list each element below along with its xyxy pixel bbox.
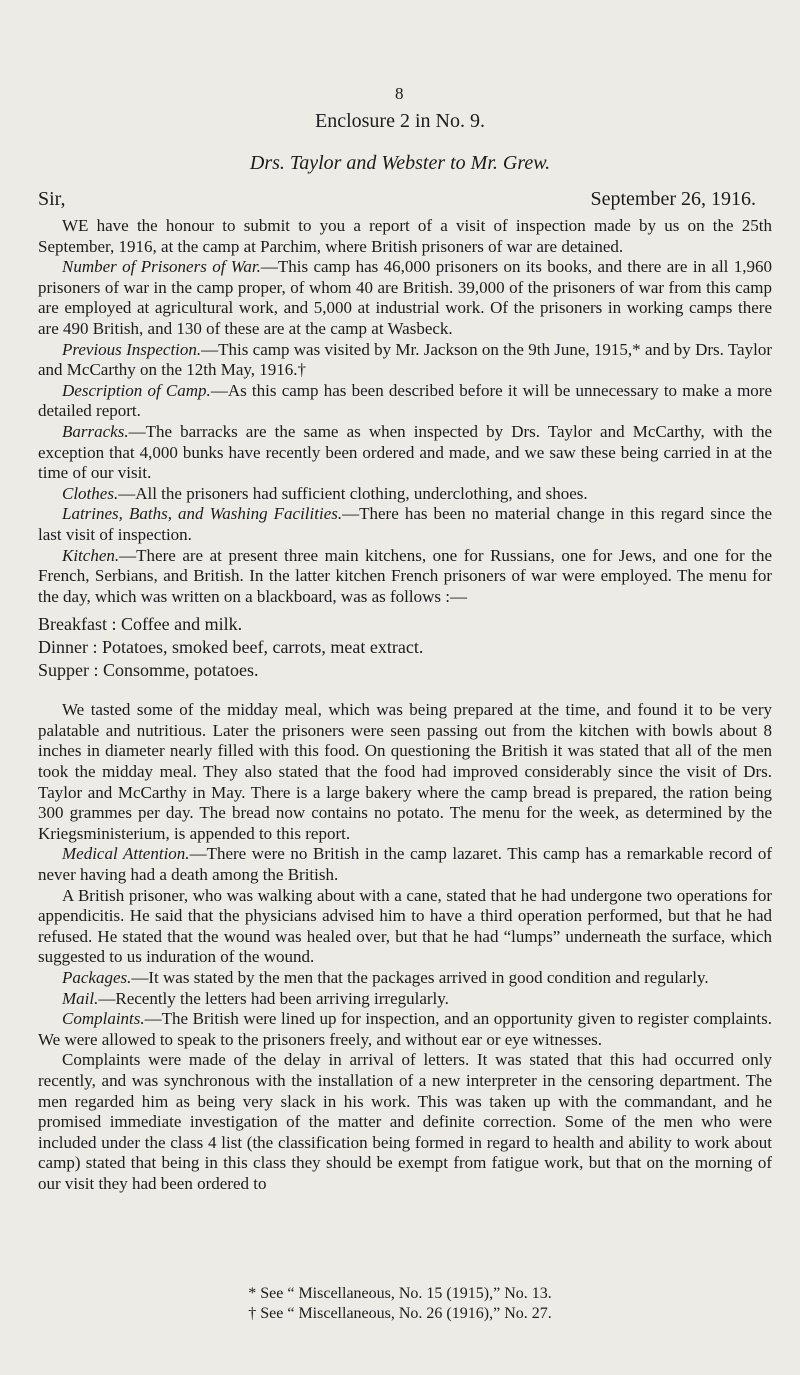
salutation: Sir, <box>38 188 66 210</box>
paragraph: Medical Attention.—There were no British in the camp lazaret. This camp has a remarkable record of never having had a death among the British. <box>38 844 772 885</box>
paragraph: Complaints were made of the delay in arrival of letters. It was stated that this had occurred only recently, and was synchronous with the installation of a new interpreter in the censoring department. The men regarded him as being very slack in his work. This was taken up with the commandant, and he promised immediate investigation of the matter and definite correction. Some of the men who were included under the class 4 list (the classification being formed in regard to health and ability to work about camp) stated that being in this class they should be exempt from fatigue work, but that on the morning of our visit they had been ordered to <box>38 1050 772 1193</box>
letter-subtitle: Drs. Taylor and Webster to Mr. Grew. <box>249 152 551 174</box>
paragraph: A British prisoner, who was walking about with a cane, stated that he had undergone two operations for appendicitis. He said that the physicians advised him to have a third operation performed, but that he had refused. He stated that the wound was healed over, but that he had “lumps” underneath the surface, which suggested to us induration of the wound. <box>38 885 772 967</box>
section-heading: Clothes. <box>62 483 119 503</box>
paragraph: Kitchen.—There are at present three main kitchens, one for Russians, one for Jews, and one for the French, Serbians, and British. In the latter kitchen French prisoners of war were employed. The menu for the day, which was written on a blackboard, was as follows :— <box>38 545 772 606</box>
section-heading: Kitchen. <box>62 545 120 565</box>
section-heading: Barracks. <box>62 421 129 441</box>
section-heading: Mail. <box>62 988 99 1008</box>
menu-item: Supper : Consomme, potatoes. <box>38 660 259 681</box>
paragraph: Barracks.—The barracks are the same as when inspected by Drs. Taylor and McCarthy, with the exception that 4,000 bunks have recently been ordered and made, and we saw these being carried in at the time of our visit. <box>38 421 772 483</box>
menu-list <box>38 613 772 682</box>
section-heading: Complaints. <box>62 1009 145 1029</box>
paragraph: Previous Inspection.—This camp was visited by Mr. Jackson on the 9th June, 1915,* and by Drs. Taylor and McCarthy on the 12th May, 1916.† <box>38 339 772 380</box>
paragraph: Description of Camp.—As this camp has been described before it will be unnecessary to make a more detailed report. <box>38 380 772 421</box>
paragraph: Latrines, Baths, and Washing Facilities.—There has been no material change in this regard since the last visit of inspection. <box>38 504 772 544</box>
section-heading: Packages. <box>62 968 132 987</box>
section-heading: Latrines, Baths, and Washing Facilities. <box>62 504 343 524</box>
section-heading: Previous Inspection. <box>62 339 202 359</box>
paragraph: Clothes.—All the prisoners had sufficient clothing, underclothing, and shoes. <box>62 483 588 503</box>
paragraph: Mail.—Recently the letters had been arriving irregularly. <box>62 988 449 1008</box>
paragraph: Complaints.—The British were lined up for inspection, and an opportunity given to register complaints. We were allowed to speak to the prisoners freely, and without ear or eye witnesses. <box>38 1009 772 1049</box>
letter-date: September 26, 1916. <box>590 188 756 210</box>
paragraph: We tasted some of the midday meal, which was being prepared at the time, and found it to be very palatable and nutritious. Later the prisoners were seen passing out from the kitchen with bowls about 8 inches in diameter nearly filled with this food. On questioning the British it was stated that all of the men took the midday meal. They also stated that the food had improved considerably since the visit of Drs. Taylor and McCarthy in May. There is a large bakery where the camp bread is prepared, the ration being 300 grammes per day. The bread now contains no potato. The menu for the week, as determined by the Kriegsministerium, is appended to this report. <box>38 700 772 843</box>
footnote: * See “ Miscellaneous, No. 15 (1915),” No. 13. <box>248 1285 552 1302</box>
section-heading: Number of Prisoners of War. <box>62 257 261 277</box>
paragraph: Packages.—It was stated by the men that the packages arrived in good condition and regularly. <box>62 968 709 987</box>
footnotes <box>0 1284 800 1324</box>
footnote: † See “ Miscellaneous, No. 26 (1916),” No. 27. <box>248 1305 552 1322</box>
menu-item: Breakfast : Coffee and milk. <box>38 614 243 635</box>
paragraph: Number of Prisoners of War.—This camp has 46,000 prisoners on its books, and there are in all 1,960 prisoners of war in the camp proper, of whom 40 are British. 39,000 of the prisoners of war from this camp are employed at agricultural work, and 5,000 at industrial work. Of the prisoners in working camps there are 490 British, and 130 of these are at the camp at Wasbeck. <box>38 257 773 338</box>
section-heading: Description of Camp. <box>62 380 211 400</box>
letter-body <box>38 216 772 1195</box>
section-heading: Medical Attention. <box>62 844 190 864</box>
enclosure-title: Enclosure 2 in No. 9. <box>315 110 485 132</box>
paragraph: WE have the honour to submit to you a report of a visit of inspection made by us on the 25th September, 1916, at the camp at Parchim, where British prisoners of war are detained. <box>38 216 772 256</box>
menu-item: Dinner : Potatoes, smoked beef, carrots, meat extract. <box>38 637 424 658</box>
page-number: 8 <box>395 84 404 103</box>
